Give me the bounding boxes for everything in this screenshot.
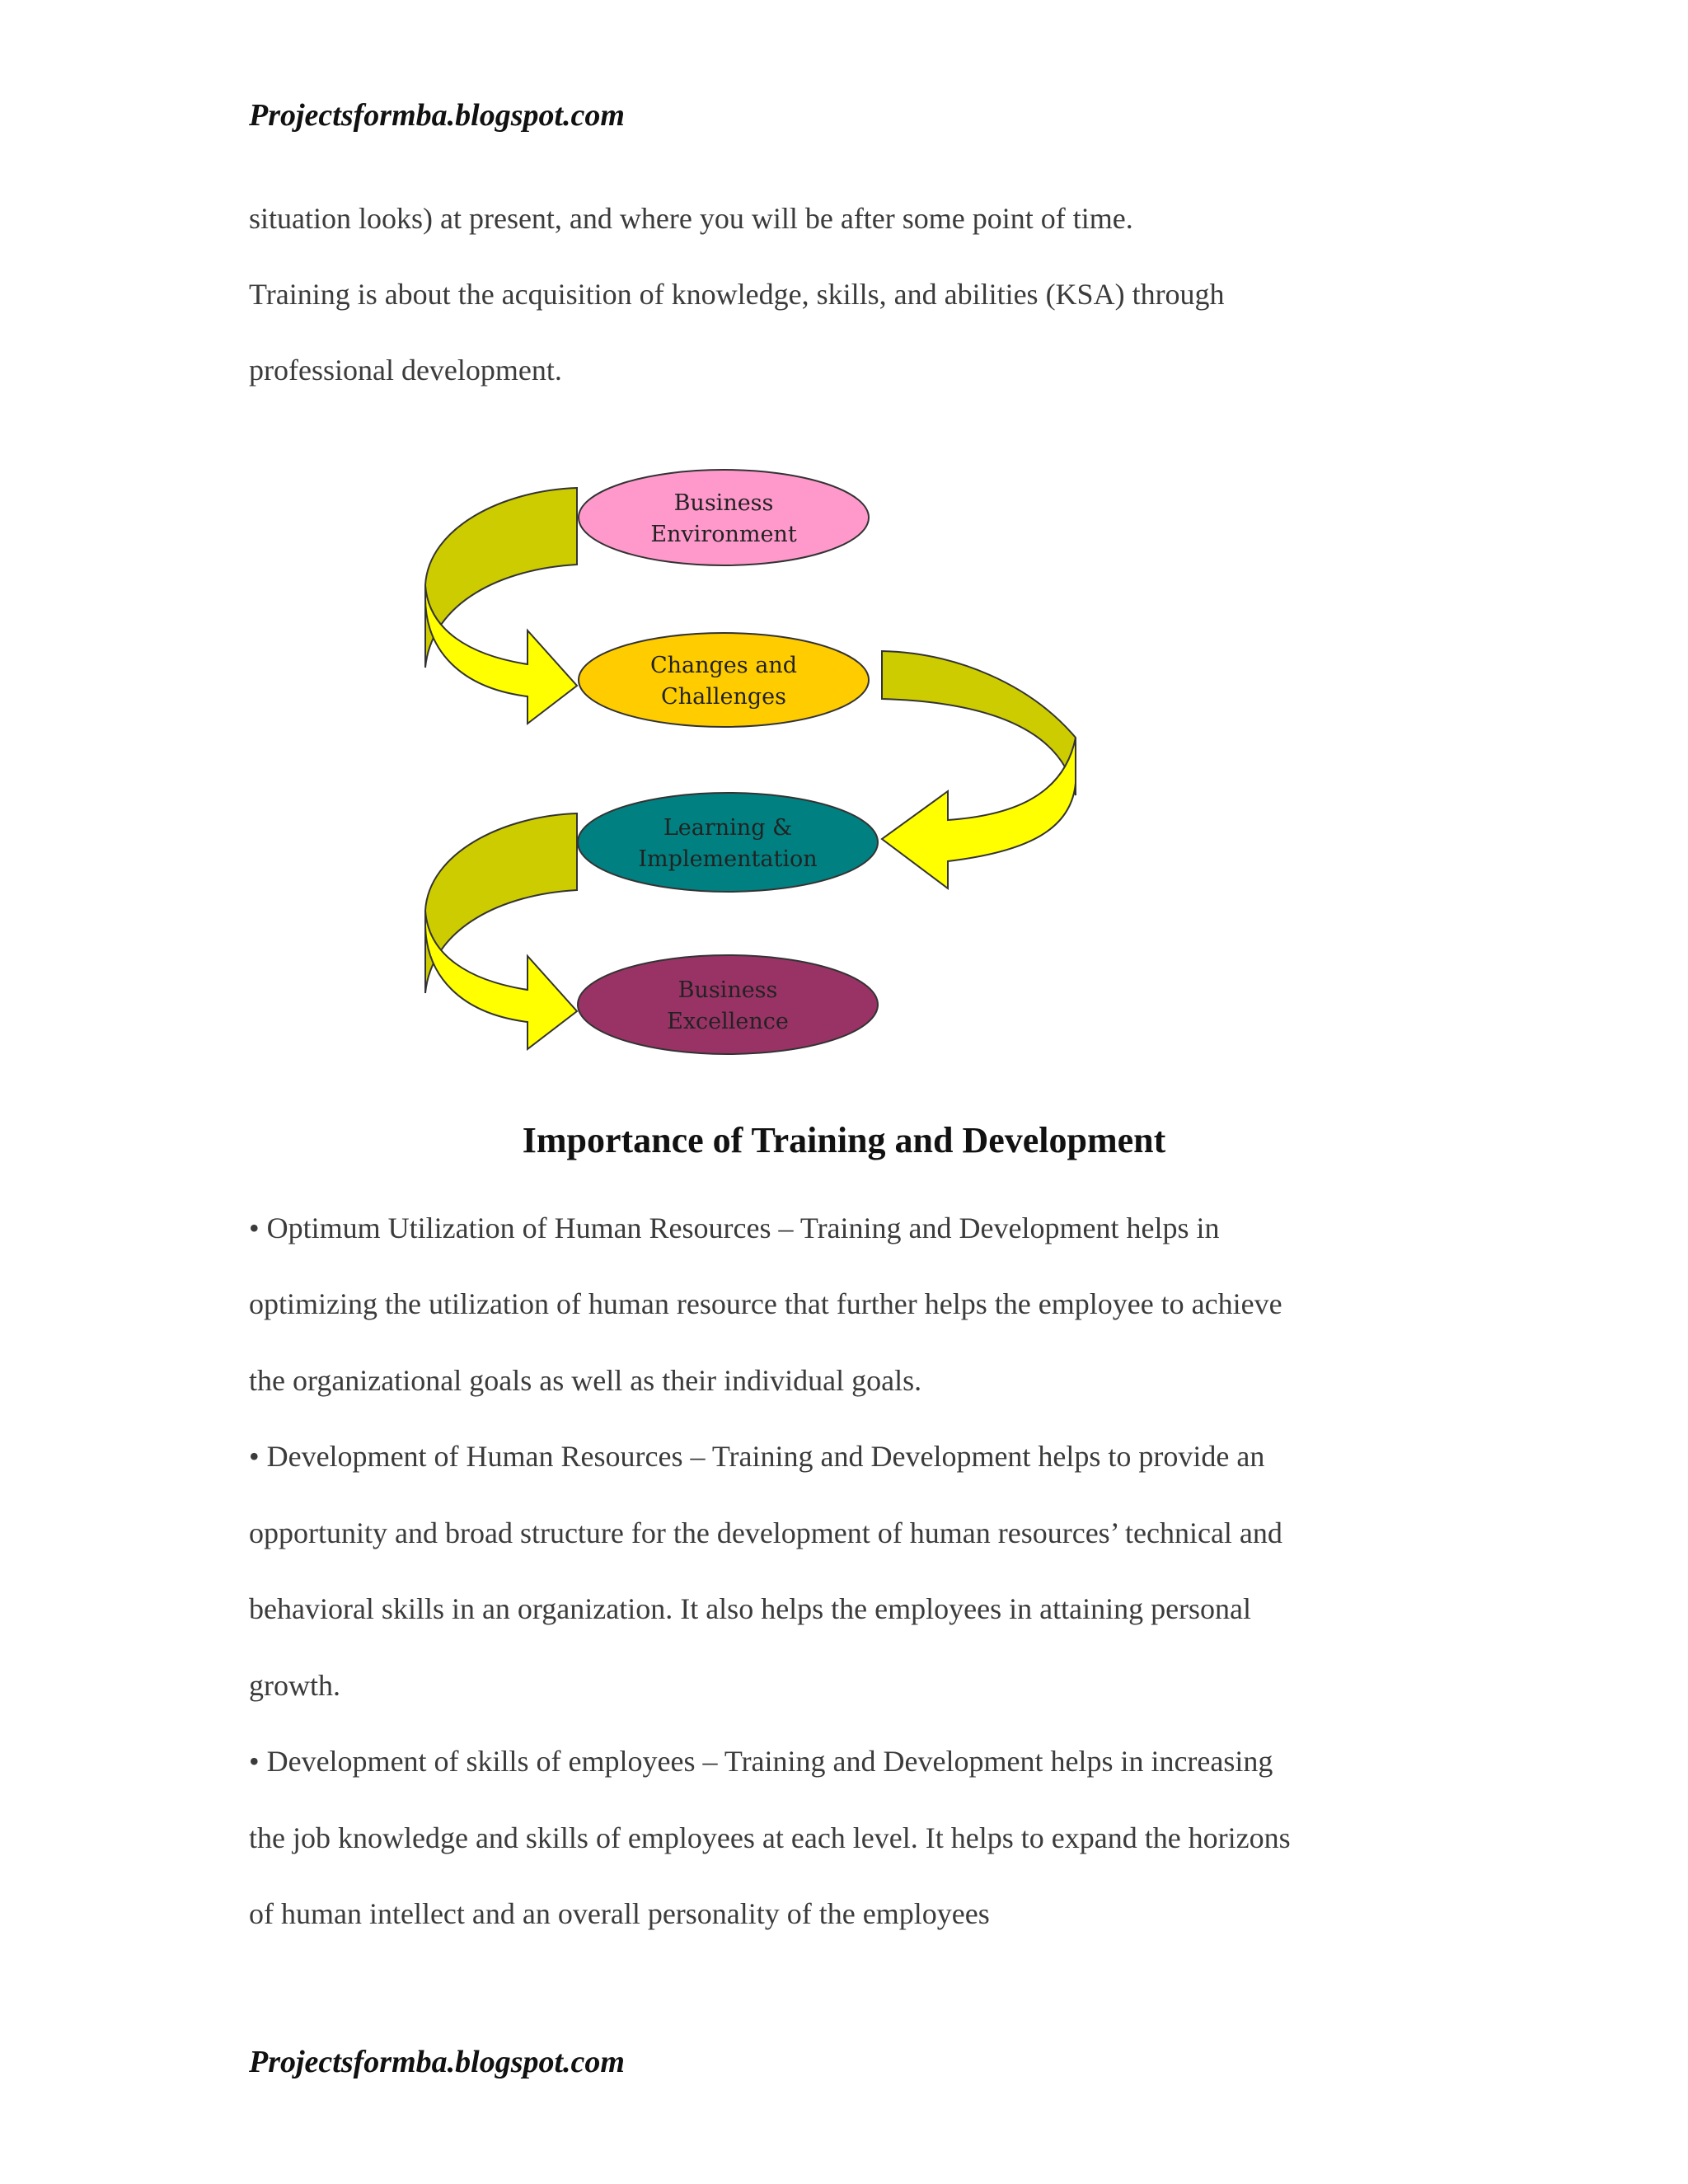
- svg-text:Excellence: Excellence: [667, 1009, 789, 1034]
- section-title: Importance of Training and Development: [522, 1120, 1166, 1160]
- body-line: of human intellect and an overall personality of the employees: [249, 1897, 990, 1930]
- svg-text:Environment: Environment: [650, 522, 797, 547]
- flow-arrow-3: [425, 813, 577, 1049]
- page-header: Projectsformba.blogspot.com: [249, 98, 625, 133]
- training-cycle-diagram: [404, 453, 1104, 1063]
- flow-arrow-1: [425, 488, 577, 724]
- body-line: optimizing the utilization of human resource that further helps the employee to achieve: [249, 1287, 1282, 1320]
- node-business-excellence: [578, 955, 878, 1054]
- intro-line: Training is about the acquisition of knowledge, skills, and abilities (KSA) through: [249, 278, 1225, 311]
- svg-text:Challenges: Challenges: [661, 684, 786, 710]
- node-business-environment: [579, 470, 869, 565]
- body-line: the job knowledge and skills of employees at each level. It helps to expand the horizons: [249, 1821, 1291, 1854]
- body-line: • Development of Human Resources – Training and Development helps to provide an: [249, 1440, 1265, 1473]
- body-line: • Development of skills of employees – Training and Development helps in increasing: [249, 1745, 1273, 1778]
- svg-text:Implementation: Implementation: [638, 846, 818, 872]
- svg-text:Learning &: Learning &: [663, 815, 793, 841]
- node-learning-and-implementation: [578, 793, 878, 892]
- body-line: behavioral skills in an organization. It also helps the employees in attaining personal: [249, 1592, 1252, 1625]
- flow-arrow-2: [882, 651, 1076, 888]
- body-line: the organizational goals as well as their individual goals.: [249, 1364, 922, 1397]
- body-line: • Optimum Utilization of Human Resources – Training and Development helps in: [249, 1212, 1220, 1244]
- intro-line: professional development.: [249, 354, 562, 387]
- svg-text:Business: Business: [678, 977, 778, 1003]
- page-footer: Projectsformba.blogspot.com: [249, 2045, 625, 2079]
- svg-text:Changes and: Changes and: [649, 653, 798, 678]
- body-line: opportunity and broad structure for the development of human resources’ technical and: [249, 1516, 1282, 1549]
- body-line: growth.: [249, 1669, 340, 1702]
- node-changes-and-challenges: [579, 633, 869, 727]
- intro-line: situation looks) at present, and where you will be after some point of time.: [249, 202, 1133, 235]
- svg-text:Business: Business: [673, 490, 774, 516]
